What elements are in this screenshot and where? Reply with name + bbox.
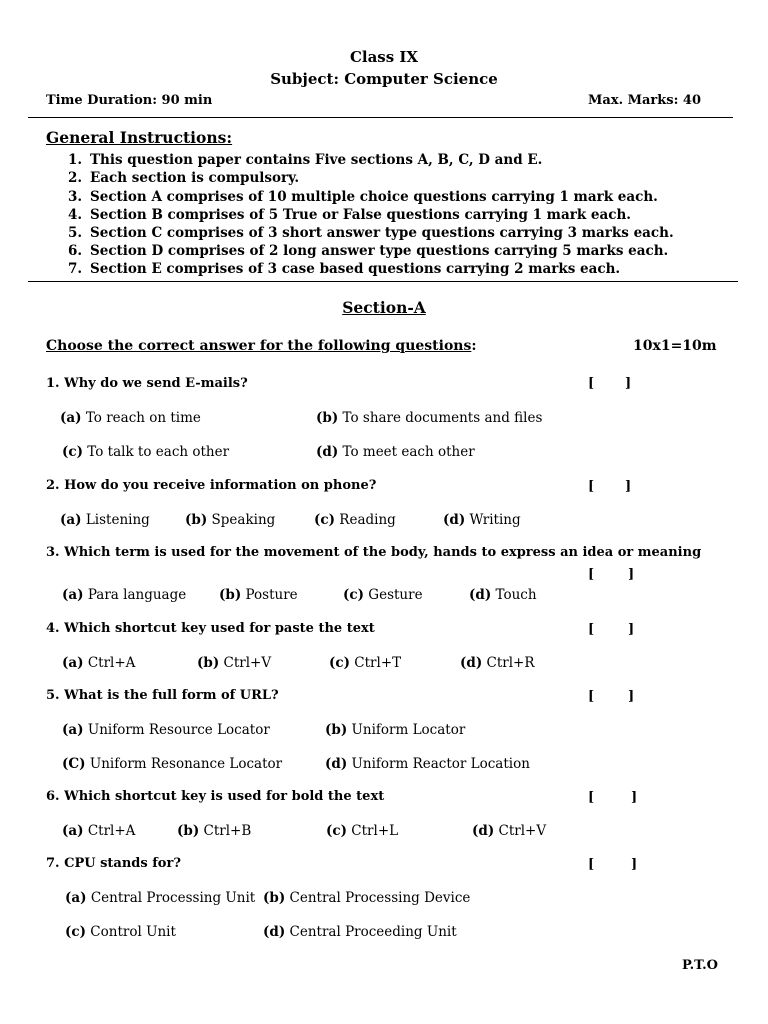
question-3-option-b: (b) Posture xyxy=(219,587,298,603)
answer-bracket-open: [ xyxy=(588,689,595,704)
subject-title: Subject: Computer Science xyxy=(270,70,498,88)
question-6-option-c: (c) Ctrl+L xyxy=(326,823,399,839)
question-1-option-d: (d) To meet each other xyxy=(316,444,475,460)
instruction-number: 3. xyxy=(68,189,83,205)
answer-bracket-close: ] xyxy=(625,479,632,494)
instruction-number: 6. xyxy=(68,243,83,259)
answer-bracket-open: [ xyxy=(588,857,595,872)
instruction-text: Section E comprises of 3 case based questions carrying 2 marks each. xyxy=(90,261,621,277)
instruction-item xyxy=(68,261,620,277)
answer-bracket-open: [ xyxy=(588,567,595,582)
question-6-option-b: (b) Ctrl+B xyxy=(177,823,252,839)
answer-bracket-close: ] xyxy=(631,857,638,872)
question-7-option-a: (a) Central Processing Unit xyxy=(65,890,256,906)
question-3-option-a: (a) Para language xyxy=(62,587,187,603)
question-6-option-a: (a) Ctrl+A xyxy=(62,823,136,839)
directive-colon: : xyxy=(471,338,477,354)
question-5-option-a: (a) Uniform Resource Locator xyxy=(62,722,270,738)
instruction-number: 2. xyxy=(68,170,83,186)
section-a-directive xyxy=(46,338,477,354)
answer-bracket-close: ] xyxy=(628,622,635,637)
answer-bracket-close: ] xyxy=(631,790,638,805)
instruction-text: Each section is compulsory. xyxy=(90,170,300,186)
instruction-number: 7. xyxy=(68,261,83,277)
header-divider xyxy=(28,117,733,118)
class-title: Class IX xyxy=(349,48,419,66)
instruction-text: Section A comprises of 10 multiple choice questions carrying 1 mark each. xyxy=(90,189,658,205)
question-4-text: 4. Which shortcut key used for paste the text xyxy=(46,621,375,636)
question-1-option-c: (c) To talk to each other xyxy=(62,444,230,460)
question-5-option-b: (b) Uniform Locator xyxy=(325,722,466,738)
instruction-number: 5. xyxy=(68,225,83,241)
instruction-text: Section D comprises of 2 long answer type questions carrying 5 marks each. xyxy=(90,243,669,259)
instruction-number: 1. xyxy=(68,152,83,168)
question-7-text: 7. CPU stands for? xyxy=(46,856,181,871)
instruction-item xyxy=(68,170,299,186)
question-5-option-d: (d) Uniform Reactor Location xyxy=(325,756,530,772)
question-4-option-a: (a) Ctrl+A xyxy=(62,655,136,671)
answer-bracket-close: ] xyxy=(628,689,635,704)
question-7-option-d: (d) Central Proceeding Unit xyxy=(263,924,457,940)
answer-bracket-close: ] xyxy=(628,567,635,582)
instruction-item xyxy=(68,225,674,241)
question-3-text: 3. Which term is used for the movement of the body, hands to express an idea or meaning xyxy=(46,545,702,560)
question-4-option-c: (c) Ctrl+T xyxy=(329,655,402,671)
question-4-option-b: (b) Ctrl+V xyxy=(197,655,272,671)
question-2-option-a: (a) Listening xyxy=(60,512,150,528)
instruction-item xyxy=(68,152,542,168)
question-2-option-b: (b) Speaking xyxy=(185,512,276,528)
question-5-text: 5. What is the full form of URL? xyxy=(46,688,279,703)
max-marks: Max. Marks: 40 xyxy=(588,93,702,108)
answer-bracket-open: [ xyxy=(588,622,595,637)
page-turn-indicator: P.T.O xyxy=(682,958,718,973)
answer-bracket-open: [ xyxy=(588,790,595,805)
question-3-option-c: (c) Gesture xyxy=(343,587,423,603)
instruction-item xyxy=(68,189,658,205)
answer-bracket-open: [ xyxy=(588,376,595,391)
question-4-option-d: (d) Ctrl+R xyxy=(460,655,535,671)
directive-text: Choose the correct answer for the following questions xyxy=(46,338,472,354)
question-3-option-d: (d) Touch xyxy=(469,587,537,603)
time-duration: Time Duration: 90 min xyxy=(46,93,213,108)
instruction-text: Section B comprises of 5 True or False questions carrying 1 mark each. xyxy=(90,207,631,223)
question-5-option-c: (C) Uniform Resonance Locator xyxy=(62,756,283,772)
instruction-item xyxy=(68,243,668,259)
answer-bracket-close: ] xyxy=(625,376,632,391)
instructions-divider xyxy=(28,281,738,282)
question-6-text: 6. Which shortcut key is used for bold the text xyxy=(46,789,385,804)
instruction-number: 4. xyxy=(68,207,83,223)
question-2-option-c: (c) Reading xyxy=(314,512,396,528)
instruction-text: This question paper contains Five sections A, B, C, D and E. xyxy=(90,152,543,168)
instruction-text: Section C comprises of 3 short answer type questions carrying 3 marks each. xyxy=(90,225,674,241)
question-2-text: 2. How do you receive information on phone? xyxy=(46,478,377,493)
question-2-option-d: (d) Writing xyxy=(443,512,521,528)
question-6-option-d: (d) Ctrl+V xyxy=(472,823,547,839)
question-7-option-b: (b) Central Processing Device xyxy=(263,890,471,906)
section-a-title: Section-A xyxy=(342,298,426,317)
section-a-marks: 10x1=10m xyxy=(633,338,717,354)
question-1-option-b: (b) To share documents and files xyxy=(316,410,543,426)
instruction-item xyxy=(68,207,631,223)
question-1-text: 1. Why do we send E-mails? xyxy=(46,376,248,391)
question-1-option-a: (a) To reach on time xyxy=(60,410,201,426)
question-7-option-c: (c) Control Unit xyxy=(65,924,176,940)
instructions-title: General Instructions: xyxy=(46,128,233,147)
answer-bracket-open: [ xyxy=(588,479,595,494)
